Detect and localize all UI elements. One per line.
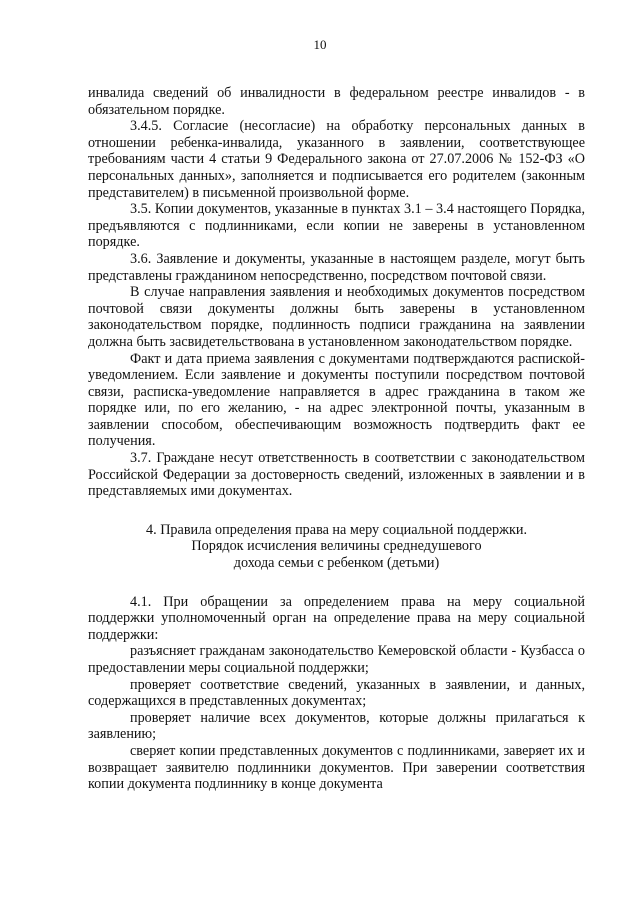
section-4-heading <box>88 522 585 572</box>
section-heading-line-2: Порядок исчисления величины среднедушевого <box>191 538 482 555</box>
paragraph-4-1: 4.1. При обращении за определением права на меру социальной поддержки уполномоченный орган на определение права на меру социальной поддержки: <box>88 593 585 643</box>
list-item-explains: разъясняет гражданам законодательство Кемеровской области - Кузбасса о предоставлении меры социальной поддержки; <box>88 643 585 676</box>
list-item-checks-documents: проверяет наличие всех документов, которые должны прилагаться к заявлению; <box>88 709 585 743</box>
list-item-checks-compliance: проверяет соответствие сведений, указанных в заявлении, и данных, содержащихся в представленных документах; <box>88 676 585 710</box>
paragraph-receipt: Факт и дата приема заявления с документами подтверждаются распиской-уведомлением. Если заявление и документы поступили посредством почтовой связи, расписка-уведомление направляется в адрес гражданина в таком же порядке или, по его желанию, - на адрес электронной почты, указанным в заявлении способом, обеспечивающим возможность подтвердить факт ее получения. <box>88 350 585 450</box>
paragraph-postal: В случае направления заявления и необходимых документов посредством почтовой связи документы должны быть заверены в установленном законодательством порядке, подлинность подписи гражданина на заявлении должна быть засвидетельствована в установленном законодательством порядке. <box>88 284 585 350</box>
document-body <box>88 85 585 793</box>
section-heading-line-3: дохода семьи с ребенком (детьми) <box>233 555 440 572</box>
list-item-verifies-copies: сверяет копии представленных документов с подлинниками, заверяет их и возвращает заявителю подлинники документов. При заверении соответствия копии документа подлиннику в конце документа <box>88 742 585 793</box>
paragraph-continuation: инвалида сведений об инвалидности в федеральном реестре инвалидов - в обязательном порядке. <box>88 85 585 118</box>
page-number: 10 <box>313 37 327 52</box>
paragraph-3-6: 3.6. Заявление и документы, указанные в настоящем разделе, могут быть представлены гражданином непосредственно, посредством почтовой связи. <box>88 250 585 284</box>
section-heading-line-1: 4. Правила определения права на меру социальной поддержки. <box>146 521 527 538</box>
paragraph-3-5: 3.5. Копии документов, указанные в пунктах 3.1 – 3.4 настоящего Порядка, предъявляются с подлинниками, если копии не заверены в установленном порядке. <box>88 201 585 251</box>
paragraph-3-4-5: 3.4.5. Согласие (несогласие) на обработку персональных данных в отношении ребенка-инвалида, указанного в заявлении, соответствующее требованиям части 4 статьи 9 Федерального закона от 27.07.2006 № 152-ФЗ «О персональных данных», заполняется и подписывается его родителем (законным представителем) в письменной произвольной форме. <box>88 118 585 201</box>
paragraph-3-7: 3.7. Граждане несут ответственность в соответствии с законодательством Российской Федерации за достоверность сведений, изложенных в заявлении и в представляемых ими документах. <box>88 450 585 500</box>
